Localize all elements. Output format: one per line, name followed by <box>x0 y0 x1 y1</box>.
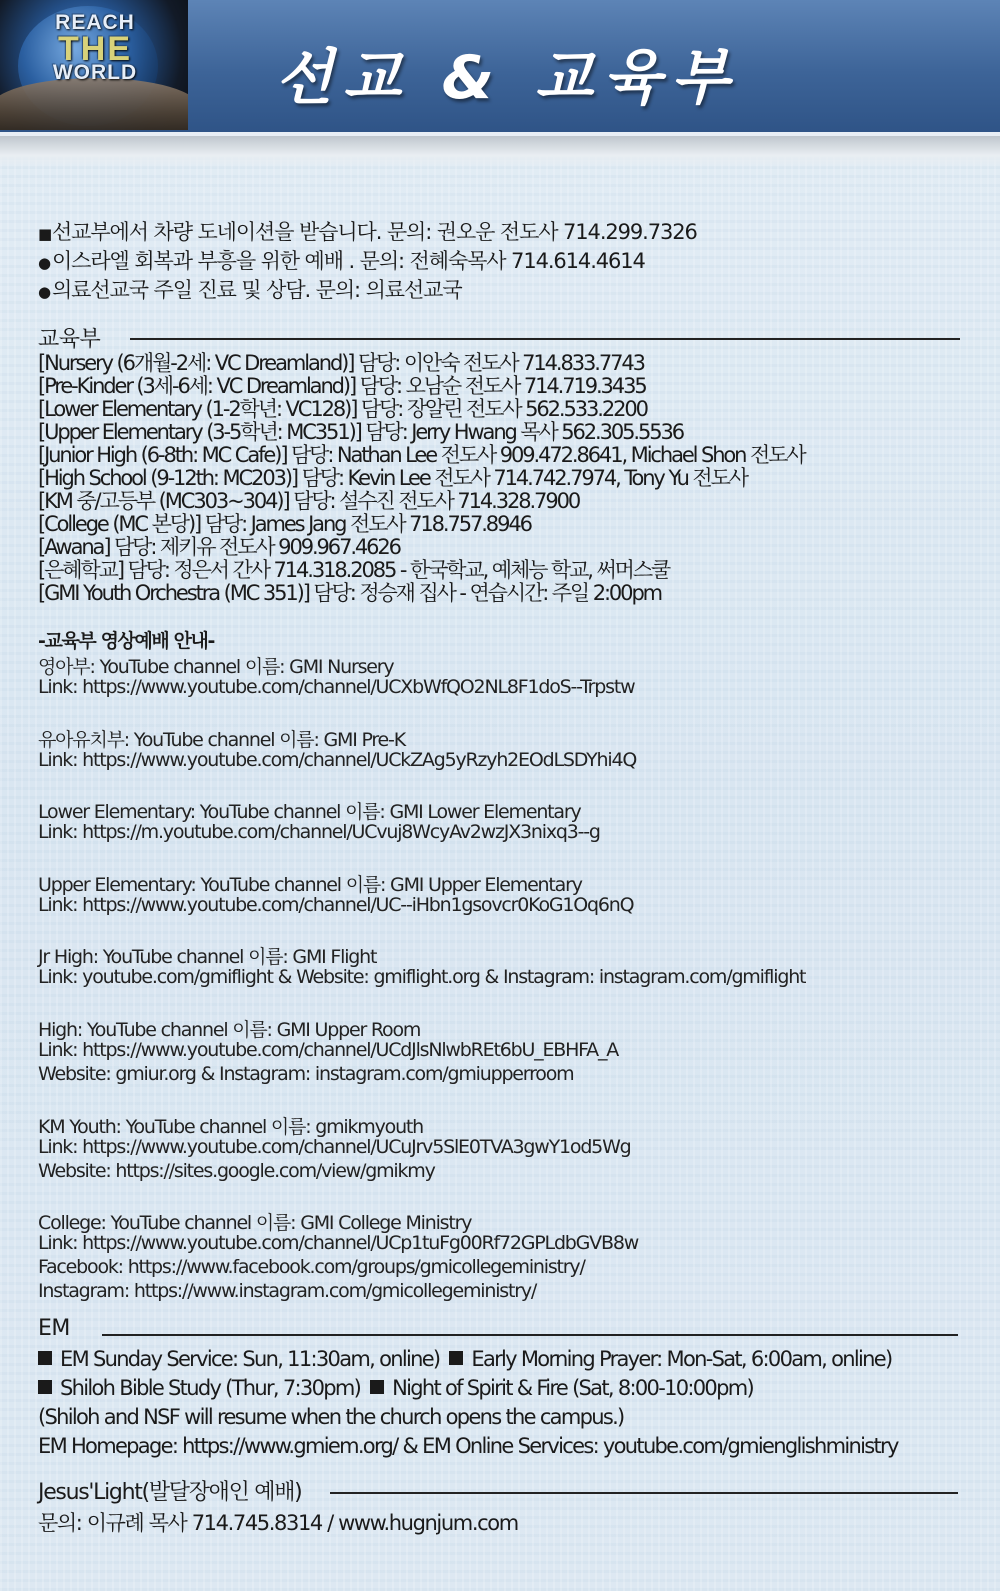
video-channel-line: 영아부: YouTube channel 이름: GMI Nursery <box>38 656 394 678</box>
square-bullet-icon <box>38 1351 52 1365</box>
department-line: [은혜학교] 담당: 정은서 간사 714.318.2085 - 한국학교, 예체능 학교, 써머스쿨 <box>38 558 670 582</box>
video-link-line[interactable]: Link: https://m.youtube.com/channel/UCvuj8WcyAv2wzJX3nixq3--g <box>38 821 600 843</box>
video-website-line[interactable]: Website: https://sites.google.com/view/gmikmy <box>38 1160 435 1182</box>
em-note: (Shiloh and NSF will resume when the church opens the campus.) <box>38 1405 624 1429</box>
video-channel-line: Upper Elementary: YouTube channel 이름: GMI Upper Elementary <box>38 874 582 896</box>
square-bullet-icon <box>38 1380 52 1394</box>
logo-line-2: THE <box>58 30 132 68</box>
video-channel-line: College: YouTube channel 이름: GMI College Ministry <box>38 1212 472 1234</box>
notice-item <box>38 245 645 275</box>
jesus-light-heading: Jesus'Light(발달장애인 예배) <box>38 1480 302 1505</box>
em-service-line <box>38 1376 753 1400</box>
em-morning-prayer: Early Morning Prayer: Mon-Sat, 6:00am, online) <box>471 1347 892 1371</box>
em-service-line <box>38 1347 891 1371</box>
circle-bullet-icon: ● <box>38 254 50 272</box>
video-channel-line: 유아유치부: YouTube channel 이름: GMI Pre-K <box>38 729 405 751</box>
section-divider <box>330 1492 958 1494</box>
video-website-line[interactable]: Website: gmiur.org & Instagram: instagram.com/gmiupperroom <box>38 1063 574 1085</box>
department-line: [High School (9-12th: MC203)] 담당: Kevin Lee 전도사 714.742.7974, Tony Yu 전도사 <box>38 466 747 490</box>
page-header <box>0 0 1000 136</box>
section-divider <box>130 338 960 340</box>
jesus-light-contact: 문의: 이규례 목사 714.745.8314 / www.hugnjum.com <box>38 1511 518 1535</box>
video-instagram-line[interactable]: Instagram: https://www.instagram.com/gmicollegeministry/ <box>38 1280 537 1302</box>
reach-the-world-logo <box>0 0 188 130</box>
department-line: [Lower Elementary (1-2학년: VC128)] 담당: 장알린 전도사 562.533.2200 <box>38 397 647 421</box>
square-bullet-icon <box>449 1351 463 1365</box>
video-channel-line: KM Youth: YouTube channel 이름: gmikmyouth <box>38 1116 424 1138</box>
video-link-line[interactable]: Link: https://www.youtube.com/channel/UCp1tuFg00Rf72GPLdbGVB8w <box>38 1232 639 1254</box>
logo-line-3: WORLD <box>52 61 138 84</box>
department-line: [Upper Elementary (3-5학년: MC351)] 담당: Jerry Hwang 목사 562.305.5536 <box>38 420 684 444</box>
department-line: [College (MC 본당)] 담당: James Jang 전도사 718.757.8946 <box>38 512 531 536</box>
video-link-line[interactable]: Link: https://www.youtube.com/channel/UCkZAg5yRzyh2EOdLSDYhi4Q <box>38 749 637 771</box>
em-sunday-service: EM Sunday Service: Sun, 11:30am, online) <box>60 1347 440 1371</box>
page-title: 선교 & 교육부 <box>275 43 739 113</box>
notice-text: 선교부에서 차량 도네이션을 받습니다. 문의: 권오운 전도사 714.299.7326 <box>52 220 697 244</box>
video-channel-line: Lower Elementary: YouTube channel 이름: GMI Lower Elementary <box>38 801 581 823</box>
circle-bullet-icon: ● <box>38 283 50 301</box>
video-link-line[interactable]: Link: https://www.youtube.com/channel/UC--iHbn1gsovcr0KoG1Oq6nQ <box>38 894 634 916</box>
em-bible-study: Shiloh Bible Study (Thur, 7:30pm) <box>60 1376 361 1400</box>
department-line: [Nursery (6개월-2세: VC Dreamland)] 담당: 이안숙 전도사 714.833.7743 <box>38 351 644 375</box>
video-facebook-line[interactable]: Facebook: https://www.facebook.com/groups/gmicollegeministry/ <box>38 1256 585 1278</box>
education-heading: 교육부 <box>38 327 101 352</box>
em-night-of-spirit: Night of Spirit & Fire (Sat, 8:00-10:00pm) <box>392 1376 753 1400</box>
video-link-line[interactable]: Link: https://www.youtube.com/channel/UCdJlsNlwbREt6bU_EBHFA_A <box>38 1039 619 1061</box>
em-links-line[interactable]: EM Homepage: https://www.gmiem.org/ & EM Online Services: youtube.com/gmienglishministry <box>38 1434 898 1458</box>
notice-text: 의료선교국 주일 진료 및 상담. 문의: 의료선교국 <box>52 278 462 302</box>
em-heading: EM <box>38 1316 70 1341</box>
department-line: [Junior High (6-8th: MC Cafe)] 담당: Nathan Lee 전도사 909.472.8641, Michael Shon 전도사 <box>38 443 805 467</box>
square-bullet-icon <box>370 1380 384 1394</box>
department-line: [KM 중/고등부 (MC303~304)] 담당: 설수진 전도사 714.328.7900 <box>38 489 580 513</box>
notice-text: 이스라엘 회복과 부흥을 위한 예배 . 문의: 전혜숙목사 714.614.4614 <box>52 249 645 273</box>
hands-image <box>0 78 188 130</box>
header-shadow <box>0 136 1000 168</box>
notice-item <box>38 274 462 304</box>
video-channel-line: High: YouTube channel 이름: GMI Upper Room <box>38 1019 421 1041</box>
video-channel-line: Jr High: YouTube channel 이름: GMI Flight <box>38 946 377 968</box>
video-link-line[interactable]: Link: https://www.youtube.com/channel/UCuJrv5SlE0TVA3gwY1od5Wg <box>38 1136 631 1158</box>
square-bullet-icon: ■ <box>38 225 52 243</box>
department-line: [GMI Youth Orchestra (MC 351)] 담당: 정승재 집사 - 연습시간: 주일 2:00pm <box>38 581 662 605</box>
section-divider <box>102 1334 958 1336</box>
video-worship-heading: -교육부 영상예배 안내- <box>38 630 214 652</box>
logo-line-1: REACH <box>55 11 135 34</box>
video-link-line[interactable]: Link: youtube.com/gmiflight & Website: gmiflight.org & Instagram: instagram.com/gmiflight <box>38 966 806 988</box>
department-line: [Awana] 담당: 제키유 전도사 909.967.4626 <box>38 535 400 559</box>
video-link-line[interactable]: Link: https://www.youtube.com/channel/UCXbWfQO2NL8F1doS--Trpstw <box>38 676 635 698</box>
department-line: [Pre-Kinder (3세-6세: VC Dreamland)] 담당: 오남순 전도사 714.719.3435 <box>38 374 646 398</box>
notice-item <box>38 216 697 246</box>
